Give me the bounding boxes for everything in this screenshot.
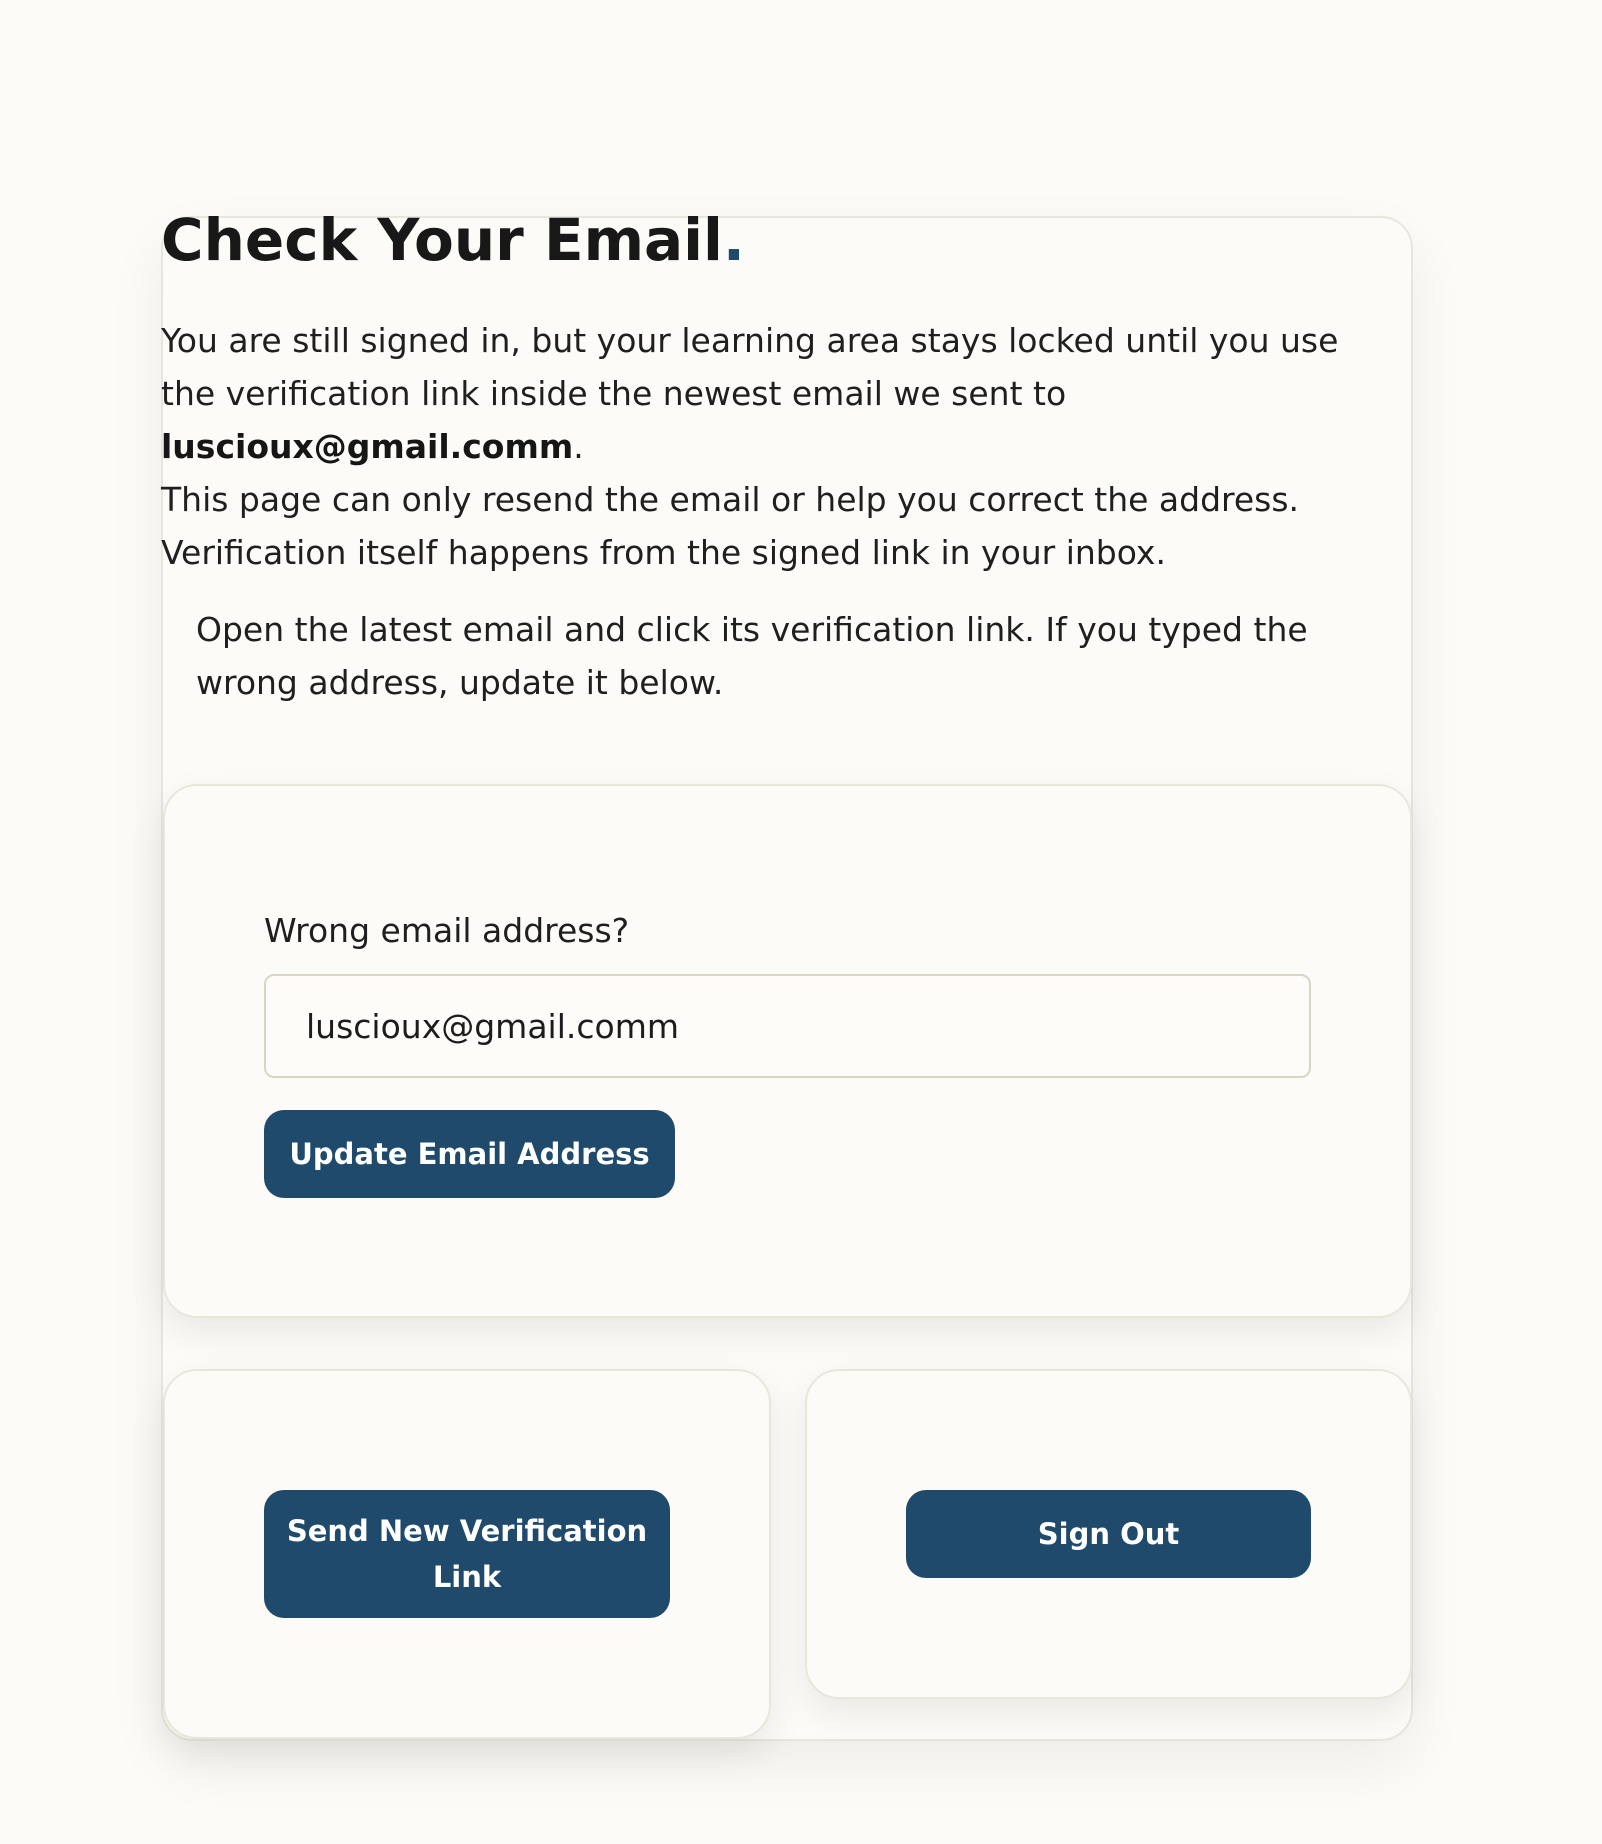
update-email-button[interactable]: Update Email Address: [264, 1110, 675, 1198]
intro-status-period: .: [573, 427, 584, 466]
page-title-text: Check Your Email: [161, 206, 723, 274]
page-title: [161, 200, 745, 280]
intro-text: [161, 314, 1381, 579]
email-field[interactable]: [264, 974, 1311, 1078]
sign-out-button[interactable]: Sign Out: [906, 1490, 1311, 1578]
intro-paragraph-status: [161, 314, 1381, 473]
intro-paragraph-explanation: This page can only resend the email or help you correct the address. Verification itself happens from the signed link in your inbox.: [161, 480, 1300, 572]
send-verification-link-button[interactable]: Send New Verification Link: [264, 1490, 670, 1618]
intro-status-text: You are still signed in, but your learning area stays locked until you use the verification link inside the newest email we sent to: [161, 321, 1339, 413]
title-accent-dot: .: [722, 206, 745, 274]
email-field-label: Wrong email address?: [264, 911, 630, 950]
intro-email-address: luscioux@gmail.comm: [161, 427, 574, 466]
instruction-note: Open the latest email and click its verification link. If you typed the wrong address, update it below.: [196, 610, 1308, 702]
